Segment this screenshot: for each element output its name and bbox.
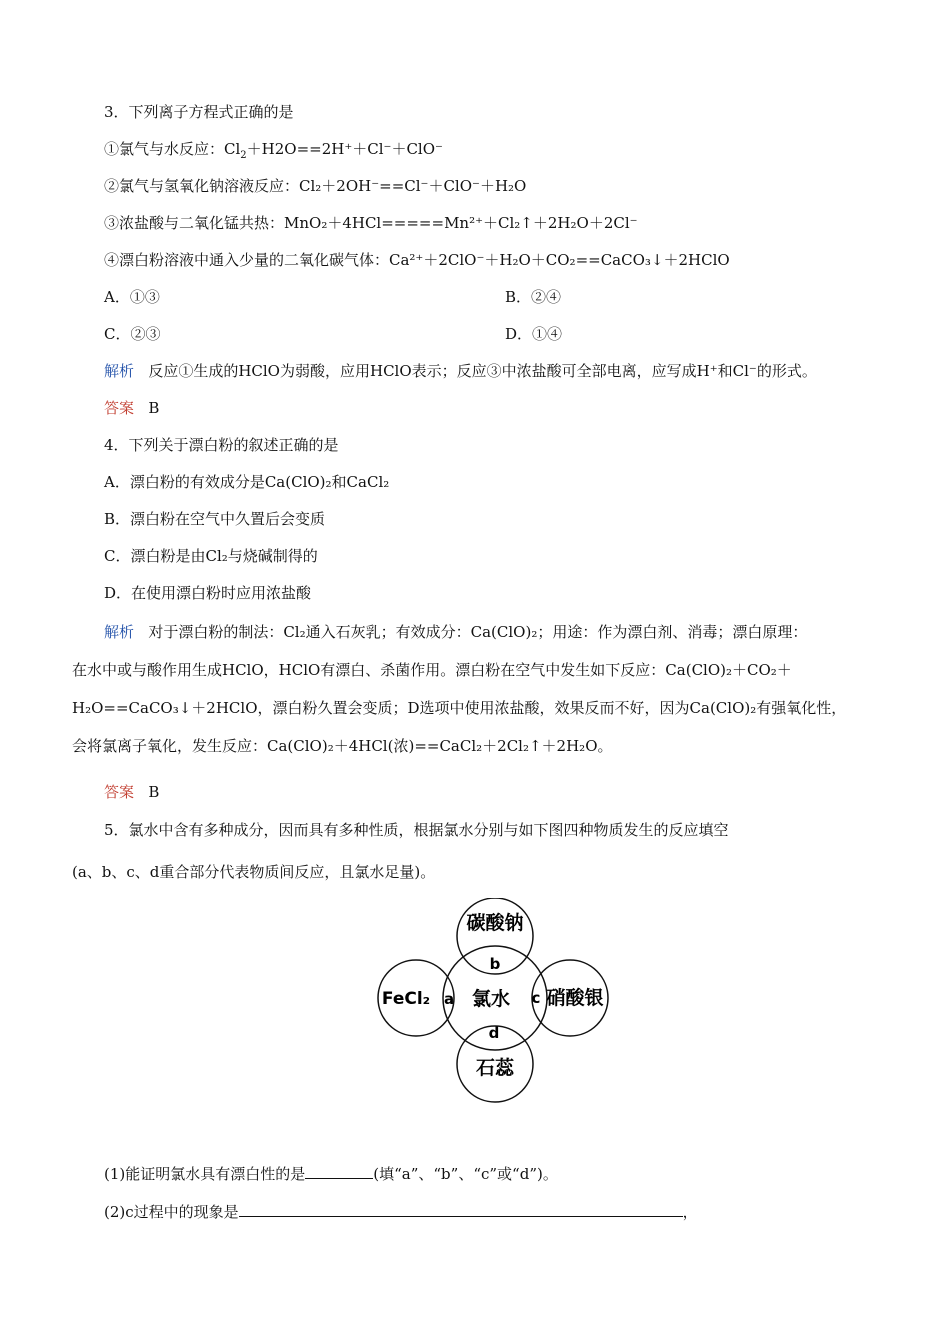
q3-choice-b: B．②④ [505,288,562,306]
q3-stem: 3．下列离子方程式正确的是 [104,103,294,121]
q3-analysis [104,361,817,381]
q3-answer-value: B [148,399,160,417]
q4-choice-a: A．漂白粉的有效成分是Ca(ClO)₂和CaCl₂ [104,473,390,491]
q4-choice-b: B．漂白粉在空气中久置后会变质 [104,510,326,528]
q4-answer-label: 答案 [104,783,135,801]
q5-sub-2 [104,1202,698,1222]
q4-analysis-label: 解析 [104,623,135,641]
label-a: a [443,990,455,1008]
q3-option-2: ②氯气与氢氧化钠溶液反应：Cl₂＋2OH⁻==Cl⁻＋ClO⁻＋H₂O [104,177,527,195]
q3-answer-label: 答案 [104,399,135,417]
q3-option-1: ①氯气与水反应：$Cl_2+H2O==2H^++Cl^-+ClO^-$ [104,140,443,161]
q4-answer-value: B [148,783,160,801]
q4-stem: 4．下列关于漂白粉的叙述正确的是 [104,436,339,454]
q3-analysis-label: 解析 [104,362,135,380]
q5-sub-1 [104,1164,558,1184]
q4-analysis-line-1 [104,622,807,642]
q4-choice-d: D．在使用漂白粉时应用浓盐酸 [104,584,312,602]
q3-choice-a: A．①③ [104,288,160,306]
q3-choice-c: C．②③ [104,325,161,343]
q4-analysis-line-2: 在水中或与酸作用生成HClO，HClO有漂白、杀菌作用。漂白粉在空气中发生如下反应：Ca(ClO)₂＋CO₂＋ [72,661,792,679]
q4-analysis-line-3: H₂O==CaCO₃↓＋2HClO，漂白粉久置会变质；D选项中使用浓盐酸，效果反而不好，因为Ca(ClO)₂有强氧化性， [72,699,847,717]
q3-choice-d: D．①④ [505,325,563,343]
chlorine-water-venn-diagram [370,898,614,1104]
label-d: d [488,1024,500,1042]
label-right: 硝酸银 [546,987,604,1009]
label-c: c [531,989,541,1007]
q5-sub-1-post: (填“a”、“b”、“c”或“d”)。 [373,1165,558,1183]
q5-sub-2-post: ， [682,1203,698,1221]
q4-analysis-line-4: 会将氯离子氧化，发生反应：Ca(ClO)₂＋4HCl(浓)==CaCl₂＋2Cl₂↑＋2H₂O。 [72,737,613,755]
label-b: b [489,955,501,973]
label-left: FeCl₂ [381,989,431,1009]
q3-answer [104,398,159,418]
label-center: 氯水 [471,988,511,1010]
q5-sub-1-blank[interactable] [305,1164,373,1179]
q3-option-3: ③浓盐酸与二氧化锰共热：MnO₂＋4HCl=====Mn²⁺＋Cl₂↑＋2H₂O＋2Cl⁻ [104,214,638,232]
q5-sub-2-blank[interactable] [239,1202,683,1217]
q4-analysis-text-1: 对于漂白粉的制法：Cl₂通入石灰乳；有效成分：Ca(ClO)₂；用途：作为漂白剂、消毒；漂白原理： [148,623,808,641]
q3-option-1-post: ＋H2O==2H⁺＋Cl⁻＋ClO⁻ [246,140,443,158]
q5-sub-1-pre: (1)能证明氯水具有漂白性的是 [104,1165,306,1183]
q5-sub-2-pre: (2)c过程中的现象是 [104,1203,239,1221]
q5-stem-line-2: (a、b、c、d重合部分代表物质间反应，且氯水足量)。 [72,863,436,881]
label-bottom: 石蕊 [475,1057,515,1079]
q4-choice-c: C．漂白粉是由Cl₂与烧碱制得的 [104,547,318,565]
q5-stem-line-1: 5．氯水中含有多种成分，因而具有多种性质，根据氯水分别与如下图四种物质发生的反应填空 [104,821,729,839]
q3-option-4: ④漂白粉溶液中通入少量的二氧化碳气体：Ca²⁺＋2ClO⁻＋H₂O＋CO₂==CaCO₃↓＋2HClO [104,251,730,269]
label-top: 碳酸钠 [466,912,524,934]
q3-option-1-pre: ①氯气与水反应：Cl [104,140,241,158]
q4-answer [104,782,159,802]
q3-analysis-text: 反应①生成的HClO为弱酸，应用HClO表示；反应③中浓盐酸可全部电离，应写成H⁺和Cl⁻的形式。 [148,362,817,380]
